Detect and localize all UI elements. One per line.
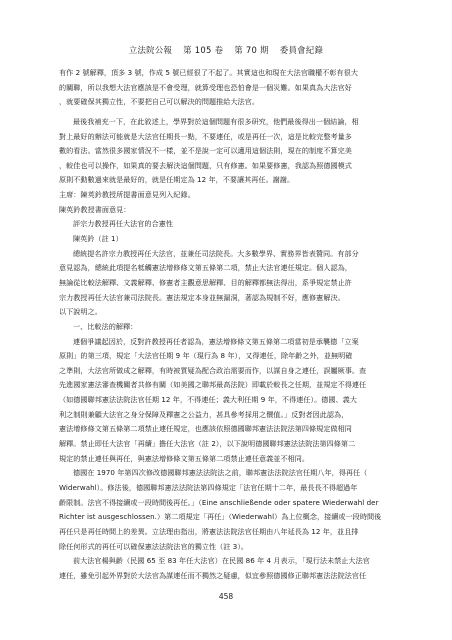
text-line: 有作 2 號解釋，頂多 3 號，作成 5 號已經很了不起了。其實這也和現在大法官職權不彰有很大 xyxy=(59,68,358,77)
text-line: （如德國聯邦憲法法院法官任期 12 年，不得連任；義大利任期 9 年，不得連任）。德國、義大 xyxy=(59,395,357,405)
text-line: 以下說明之。 xyxy=(59,307,102,317)
text-line: 再任只是再任時間上的差異。立法理由指出，將憲法法院法官任期由八年延長為 12 年，並且排 xyxy=(59,526,359,536)
text-line: 宗力教授再任大法官兼司法院長。憲法規定本身並無漏洞，著認為規制不好，應修憲解決。 xyxy=(59,292,345,302)
text-line: 主席：陳英鈐教授所提書面意見列入紀錄。 xyxy=(59,190,195,200)
publication-name: 立法院公報 xyxy=(128,45,173,55)
text-line: Richter ist ausgeschlossen.）第二項規定「再任」（Wiederwahl）為上位概念，接續或一段時間後 xyxy=(59,512,382,522)
text-line: 利之制則兼顧大法官之身分保障及釋憲之公益力，甚具參考採用之價值。」反對者因此認為， xyxy=(59,409,349,419)
text-line: 陳英鈐教授書面意見： xyxy=(59,204,131,214)
text-line: 原則不動數過來就是最好的，就是任期定為 12 年，不要讓其再任。謝謝。 xyxy=(59,175,295,185)
text-line: 先進國家憲法審查機關者共修有關（如美國之聯邦最高法院）即載於較長之任期，並規定不得連任 xyxy=(59,380,367,390)
text-line: 評宗力教授再任大法官的合憲性 xyxy=(73,219,174,229)
text-line: 對上最好的辦法可能就是大法官任期長一點，不要連任，或是再任一次，這是比較完整考量多 xyxy=(59,131,352,141)
text-line: 除任何形式的再任可以確保憲法法院法官的獨立性（註 3）。 xyxy=(59,541,249,551)
page-header xyxy=(0,44,452,56)
issue-number: 第 70 期 xyxy=(234,45,269,55)
text-line: 的關聯，所以我想大法官應該是不會受理，就算受理也恐怕會是一個災難。如果真為大法官好 xyxy=(59,82,352,92)
text-line: 總統提名許宗力教授再任大法官，並兼任司法院長。大多數學界、實務界皆表贊同。有部分 xyxy=(73,248,359,258)
text-line: 齡限制。法官不得接續或一段時間後再任。」（Eine anschließende oder spatere Wiederwahl der xyxy=(59,497,379,507)
text-line: 德國在 1970 年第四次修改德國聯邦憲法法院法之前，聯邦憲法法院法官任期八年，得再任（ xyxy=(73,468,368,478)
text-line: 之準則，大法官所做成之解釋，有時被質疑為配合政治需要而作，以謀自身之連任，誤屬厥事。查 xyxy=(59,365,367,375)
text-line: 原則」的第三項，規定「大法官任期 9 年（現行為 8 年），又得連任，除年齡之外，並無明確 xyxy=(59,351,353,361)
text-line: 憲法增修條文第五條第二項禁止連任規定，也應該依照德國聯邦憲法法院法第四條規定做相同 xyxy=(59,424,352,434)
text-line: 前大法官楊與齡（民國 65 至 83 年任大法官）在民國 86 年 4 月表示，「現行法未禁止大法官 xyxy=(73,556,370,566)
volume-number: 第 105 卷 xyxy=(183,45,224,55)
text-line: Widerwahl）。修法後，德國聯邦憲法法院法第四條規定「法官任期十二年，最長長不得超過年 xyxy=(59,482,358,492)
text-line: 解釋。禁止即任大法官「再續」擔任大法官（註 2），以下說明德國聯邦憲法法院法第四條第二 xyxy=(59,439,356,449)
text-line: 意見認為，總統此項提名牴觸憲法增修條文第五條第二項，禁止大法官連任規定。個人認為， xyxy=(59,263,352,273)
text-line: 數的看法。當然很多國家情況不一樣，並不是說一定可以適用這個法則，現在的制度不算完美 xyxy=(59,146,352,156)
text-line: 最後我補充一下，在此敘述上，學界對於這個問題有很多研究，他們最後得出一個結論，相 xyxy=(73,116,359,126)
page-number: 458 xyxy=(218,592,234,601)
text-line: 無論從比較法解釋、文義解釋、修憲者主觀意思解釋、目的解釋都無法得出，系爭規定禁止許 xyxy=(59,277,352,287)
section-name: 委員會紀錄 xyxy=(279,45,324,55)
text-line: 規定的禁止連任與再任，與憲法增修條文第五條第二項禁止連任意義並不相同。 xyxy=(59,453,310,463)
text-line: 連個爭議起因於，反對許教授再任者認為，憲法增修條文第五條第二項當初是承襲德「立案 xyxy=(73,336,359,346)
text-line: ，就要確保其獨立性，不要把自己可以解決的問題推給大法官。 xyxy=(59,97,260,107)
text-line: 一、比較法的解釋： xyxy=(73,321,138,331)
document-body xyxy=(59,66,399,583)
text-line: ，較佳也可以操作，如果真的要去解決這個問題，只有修憲。如果要修憲，我認為照德國模式 xyxy=(59,160,352,170)
text-line: 陳英鈐（註 1） xyxy=(73,234,123,244)
text-line: 連任，雖免引起外界對於大法官為謀連任而不獨然之疑慮，似宜參照德國修正聯邦憲法法院法官任 xyxy=(59,570,367,580)
